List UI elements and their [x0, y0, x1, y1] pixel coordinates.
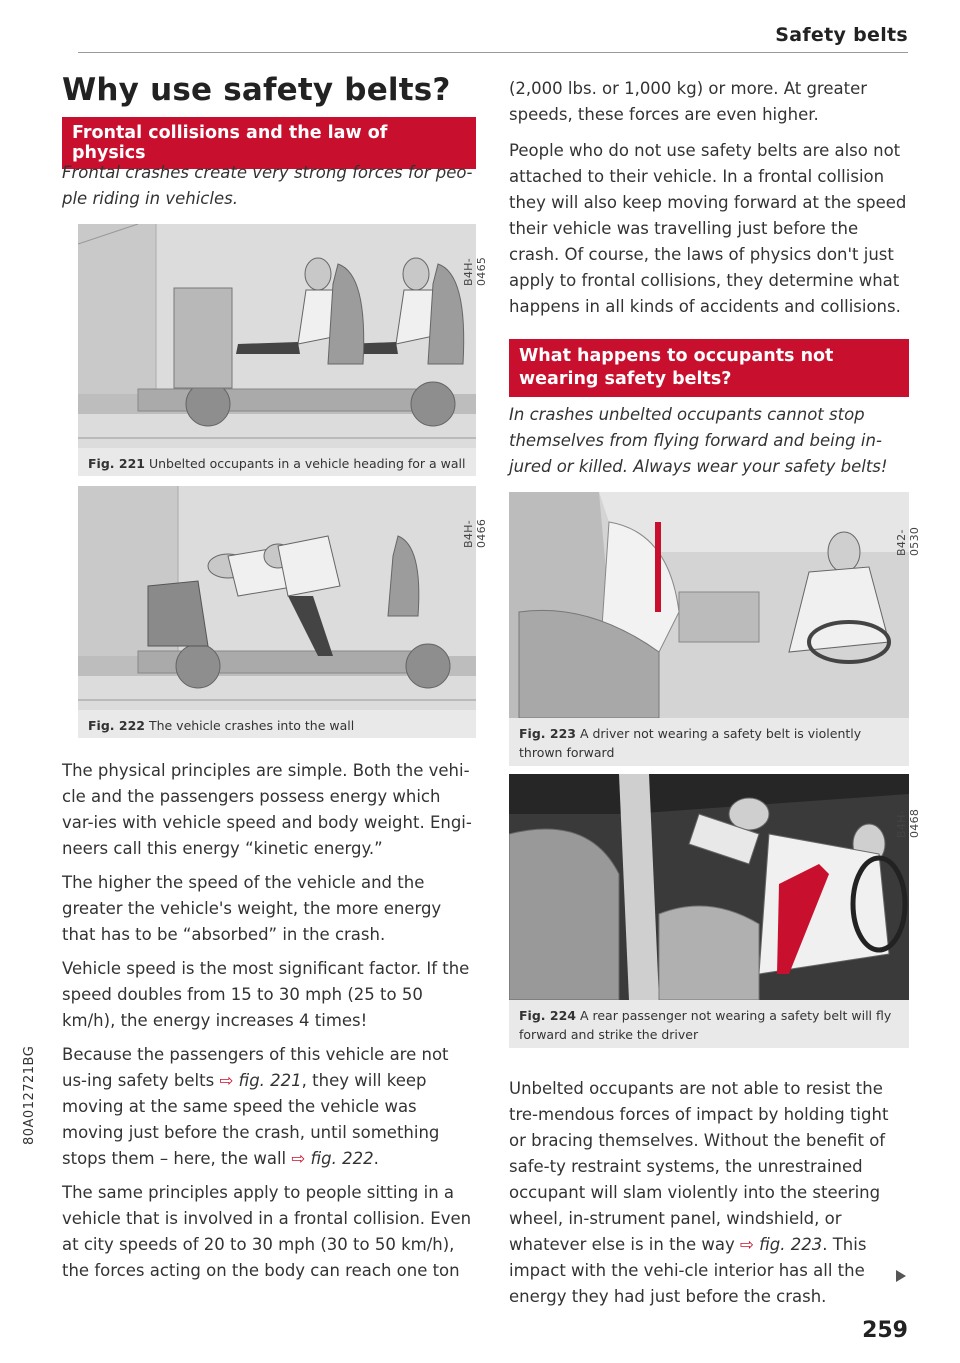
reference-arrow-icon: ⇨	[740, 1235, 754, 1254]
figure-222-label: Fig. 222	[88, 718, 145, 733]
figure-221-caption-text: Unbelted occupants in a vehicle heading for a wall	[148, 456, 466, 471]
intro-text-left: Frontal crashes create very strong forces for peo-ple riding in vehicles.	[62, 163, 473, 208]
unbelted-occupants-illustration	[78, 224, 476, 448]
figure-222-caption	[78, 710, 476, 735]
figure-221-code: B4H-0465	[462, 256, 488, 286]
figure-223	[509, 492, 921, 766]
figure-224-caption-text: A rear passenger not wearing a safety belt will fly forward and strike the driver	[519, 1008, 892, 1042]
intro-text-right: In crashes unbelted occupants cannot stop themselves from flying forward and being in-jured or killed. Always wear your safety belts!	[509, 405, 888, 476]
section-banner-unbelted-occupants: What happens to occupants not wearing safety belts?	[509, 339, 909, 397]
reference-arrow-icon: ⇨	[291, 1149, 306, 1168]
paragraph-unbelted-part2: . This impact with the vehi-cle interior has all the energy they had just before the crash.	[509, 1235, 867, 1306]
figure-222-caption-text: The vehicle crashes into the wall	[148, 718, 355, 733]
paragraph-vehicle-speed: Vehicle speed is the most significant factor. If the speed doubles from 15 to 30 mph (25 to 50 km/h), the energy increases 4 times!	[62, 959, 470, 1030]
figure-223-caption-text: A driver not wearing a safety belt is violently thrown forward	[519, 726, 862, 760]
paragraph-same-principles: The same principles apply to people sitting in a vehicle that is involved in a frontal collision. Even at city speeds of 20 to 30 mph (30 to 50 km/h), the forces acting on the body can reach one ton	[62, 1183, 472, 1280]
page-number: 259	[862, 1318, 908, 1343]
driver-thrown-forward-illustration	[509, 492, 909, 718]
figure-223-label: Fig. 223	[519, 726, 576, 741]
figure-224	[509, 774, 921, 1048]
continue-arrow-icon	[896, 1270, 906, 1282]
header-divider	[78, 52, 908, 53]
figure-221-label: Fig. 221	[88, 456, 145, 471]
figure-222	[78, 486, 488, 738]
figure-221-caption	[78, 448, 476, 473]
section-title: Safety belts	[775, 24, 908, 46]
paragraph-not-attached: People who do not use safety belts are also not attached to their vehicle. In a frontal collision they will also keep moving forward at the speed their vehicle was travelling just before the crash. Of course, the laws of physics don't just apply to frontal collisions, they determine what happens in all kinds of accidents and collisions.	[509, 141, 907, 316]
section-banner-frontal-collisions: Frontal collisions and the law of physics	[62, 117, 476, 169]
paragraph-unbelted-part1: Unbelted occupants are not able to resist the tre-mendous forces of impact by holding tight or bracing themselves. Without the benefit of safe-ty restraint systems, the unrestrained occupant will slam violently into the steering wheel, in-strument panel, windshield, or whatever else is in the way	[509, 1079, 889, 1254]
paragraph-passengers-part2: , they will keep moving at the same speed the vehicle was moving just before the crash, until something stops them – here, the wall	[62, 1071, 440, 1168]
paragraph-passengers-part1: Because the passengers of this vehicle are not us-ing safety belts	[62, 1045, 449, 1090]
figure-224-code: B4H-0468	[895, 808, 921, 838]
figure-223-caption	[509, 718, 909, 762]
document-code: 80A012721BG	[22, 1045, 37, 1145]
paragraph-unbelted-occupants	[509, 1076, 909, 1310]
paragraph-passengers: Because the passengers of this vehicle are not us-ing safety belts ⇨ fig. 221, they will keep moving at the same speed the vehicle was moving just before the crash, until something stops them – here, the wall ⇨ fig. 222.	[62, 1045, 449, 1168]
reference-arrow-icon: ⇨	[219, 1071, 234, 1090]
figure-221	[78, 224, 488, 476]
figure-224-label: Fig. 224	[519, 1008, 576, 1023]
page-title: Why use safety belts?	[62, 72, 451, 108]
paragraph-physical-principles: The physical principles are simple. Both the vehi-cle and the passengers possess energy which var-ies with vehicle speed and body weight. Engi-neers call this energy “kinetic energy.”	[62, 761, 472, 858]
paragraph-forces-continued: (2,000 lbs. or 1,000 kg) or more. At greater speeds, these forces are even higher.	[509, 79, 868, 124]
fig-222-reference[interactable]: ⇨ fig. 222	[291, 1149, 374, 1168]
vehicle-crash-illustration	[78, 486, 476, 710]
figure-222-code: B4H-0466	[462, 518, 488, 548]
rear-passenger-illustration	[509, 774, 909, 1000]
paragraph-speed-weight: The higher the speed of the vehicle and the greater the vehicle's weight, the more energy that has to be “absorbed” in the crash.	[62, 873, 442, 944]
fig-223-reference[interactable]: ⇨ fig. 223	[740, 1235, 823, 1254]
figure-223-code: B42-0530	[895, 526, 921, 556]
fig-221-reference[interactable]: ⇨ fig. 221	[219, 1071, 302, 1090]
figure-224-caption	[509, 1000, 909, 1044]
